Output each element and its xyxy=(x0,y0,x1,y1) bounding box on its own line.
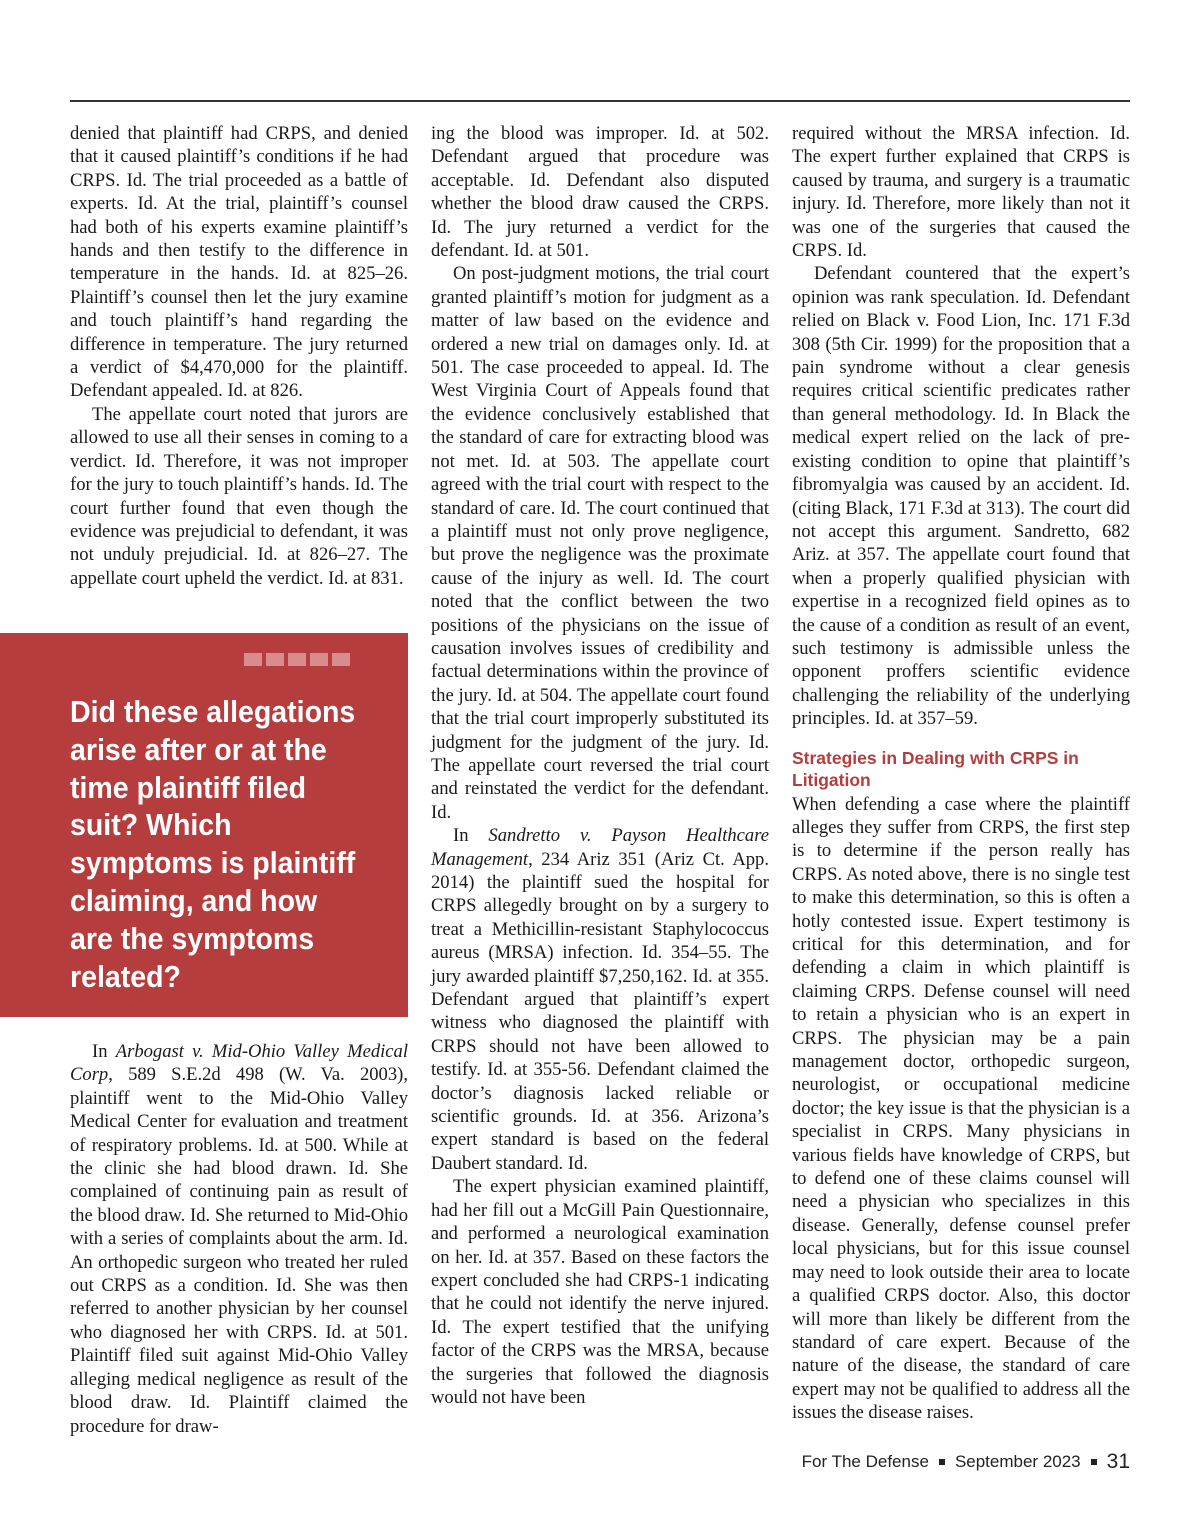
paragraph: The appellate court noted that jurors are allowed to use all their senses in coming to a verdict. Id. Therefore, it was not improper for the jury to touch plaintiff’s hands. Id. The court further found that even though the evidence was prejudicial to defendant, it was not unduly prejudicial. Id. at 826–27. The appellate court upheld the verdict. Id. at 831. xyxy=(70,403,408,589)
pull-quote xyxy=(0,633,408,1017)
case-name: Arbogast v. Mid-Ohio Valley Medical Corp xyxy=(70,1041,408,1086)
column-2 xyxy=(431,122,769,1409)
pull-quote-text: Did these allegations arise after or at the time plaintiff filed suit? Which symptoms is plaintiff claiming, and how are the symptoms related? xyxy=(70,694,356,994)
paragraph: ing the blood was improper. Id. at 502. Defendant argued that procedure was acceptable. Id. Defendant also disputed whether the blood draw caused the CRPS. Id. The jury returned a verdict for the defendant. Id. at 501. xyxy=(431,123,769,262)
publication-name: For The Defense xyxy=(801,1452,929,1471)
case-name: Sandretto v. Payson Healthcare Management xyxy=(431,825,770,870)
section-heading: Strategies in Dealing with CRPS in Litigation xyxy=(792,747,1079,790)
paragraph: In Sandretto v. Payson Healthcare Management, 234 Ariz 351 (Ariz Ct. App. 2014) the plaintiff sued the hospital for CRPS allegedly brought on by a surgery to treat a Methicillin-resistant Staphylococcus aureus (MRSA) infection. Id. 354–55. The jury awarded plaintiff $7,250,162. Id. at 355. Defendant argued that plaintiff’s expert witness who diagnosed the plaintiff with CRPS should not have been allowed to testify. Id. at 355-56. Defendant claimed the doctor’s diagnosis lacked reliable or scientific grounds. Id. at 356. Arizona’s expert standard is based on the federal Daubert standard. Id. xyxy=(431,825,770,1174)
column-3 xyxy=(792,122,1130,1425)
paragraph: denied that plaintiff had CRPS, and denied that it caused plaintiff’s conditions if he had CRPS. Id. The trial proceeded as a battle of experts. Id. At the trial, plaintiff’s counsel had both of his experts examine plaintiff’s hands and then testify to the difference in temperature in the hands. Id. at 825–26. Plaintiff’s counsel then let the jury examine and touch plaintiff’s hand regarding the difference in temperature. The jury returned a verdict of $4,470,000 for the plaintiff. Defendant appealed. Id. at 826. xyxy=(70,123,408,402)
bullet-icon xyxy=(939,1459,945,1465)
paragraph: In Arbogast v. Mid-Ohio Valley Medical Corp, 589 S.E.2d 498 (W. Va. 2003), plaintiff went to the Mid-Ohio Valley Medical Center for evaluation and treatment of respiratory problems. Id. at 500. While at the clinic she had blood drawn. Id. She complained of continuing pain as result of the blood draw. Id. She returned to Mid-Ohio with a series of complaints about the arm. Id. An orthopedic surgeon who treated her ruled out CRPS as a condition. Id. She was then referred to another physician by her counsel who diagnosed her with CRPS. Id. at 501. Plaintiff filed suit against Mid-Ohio Valley alleging medical negligence as result of the blood draw. Id. Plaintiff claimed the procedure for draw- xyxy=(70,1041,408,1437)
paragraph: required without the MRSA infection. Id. The expert further explained that CRPS is caused by trauma, and surgery is a traumatic injury. Id. Therefore, more likely than not it was one of the surgeries that caused the CRPS. Id. xyxy=(792,123,1130,262)
bullet-icon xyxy=(1091,1459,1097,1465)
page-number: 31 xyxy=(1106,1450,1130,1473)
paragraph: The expert physician examined plaintiff, had her fill out a McGill Pain Questionnaire, and performed a neurological examination on her. Id. at 357. Based on these factors the expert concluded she had CRPS-1 indicating that he could not identify the nerve injured. Id. The expert testified that the unifying factor of the CRPS was the MRSA, because the surgeries that followed the diagnosis would not have been xyxy=(431,1176,769,1408)
paragraph: On post-judgment motions, the trial court granted plaintiff’s motion for judgment as a matter of law based on the evidence and ordered a new trial on damages only. Id. at 501. The case proceeded to appeal. Id. The West Virginia Court of Appeals found that the evidence conclusively established that the standard of care for extracting blood was not met. Id. at 503. The appellate court agreed with the trial court with respect to the standard of care. Id. The court continued that a plaintiff must not only prove negligence, but prove the negligence was the proximate cause of the injury as well. Id. The court noted that the conflict between the two positions of the physicians on the issue of causation involves issues of credibility and factual determinations within the province of the jury. Id. at 504. The appellate court found that the trial court improperly substituted its judgment for the judgment of the jury. Id. The appellate court reversed the trial court and reinstated the verdict for the defendant. Id. xyxy=(431,263,769,823)
paragraph: When defending a case where the plaintiff alleges they suffer from CRPS, the first step is to determine if the person really has CRPS. As noted above, there is no single test to make this determination, so this is often a hotly contested issue. Expert testimony is critical for this determination, and for defending a claim in which plaintiff is claiming CRPS. Defense counsel will need to retain a physician who is an expert in CRPS. The physician may be a pain management doctor, orthopedic surgeon, neurologist, or occupational medicine doctor; the key issue is that the physician is a specialist in CRPS. Many physicians in various fields have knowledge of CRPS, but to defend one of these claims counsel will need a physician who specializes in this disease. Generally, defense counsel prefer local physicians, but for this issue counsel may need to look outside their area to locate a qualified CRPS doctor. Also, this doctor will more than likely be different from the standard of care expert. Because of the nature of the disease, the standard of care expert may not be qualified to address all the issues the disease raises. xyxy=(792,793,1130,1424)
decorative-squares xyxy=(244,653,350,666)
top-rule xyxy=(70,100,1130,102)
column-1 xyxy=(70,122,408,590)
paragraph: Defendant countered that the expert’s opinion was rank speculation. Id. Defendant relied on Black v. Food Lion, Inc. 171 F.3d 308 (5th Cir. 1999) for the proposition that a pain syndrome without a clear genesis requires critical scientific predicates rather than general methodology. Id. In Black the medical expert relied on the lack of pre-existing condition to opine that plaintiff’s fibromyalgia was caused by an accident. Id. (citing Black, 171 F.3d at 313). The court did not accept this argument. Sandretto, 682 Ariz. at 357. The appellate court found that when a properly qualified physician with expertise in a recognized field opines as to the cause of a condition as result of an event, such testimony is admissible unless the opponent proffers scientific evidence challenging the reliability of the underlying principles. Id. at 357–59. xyxy=(792,263,1130,730)
column-1-lower xyxy=(70,1040,408,1438)
issue-date: September 2023 xyxy=(954,1452,1081,1471)
page-footer xyxy=(802,1450,1130,1474)
